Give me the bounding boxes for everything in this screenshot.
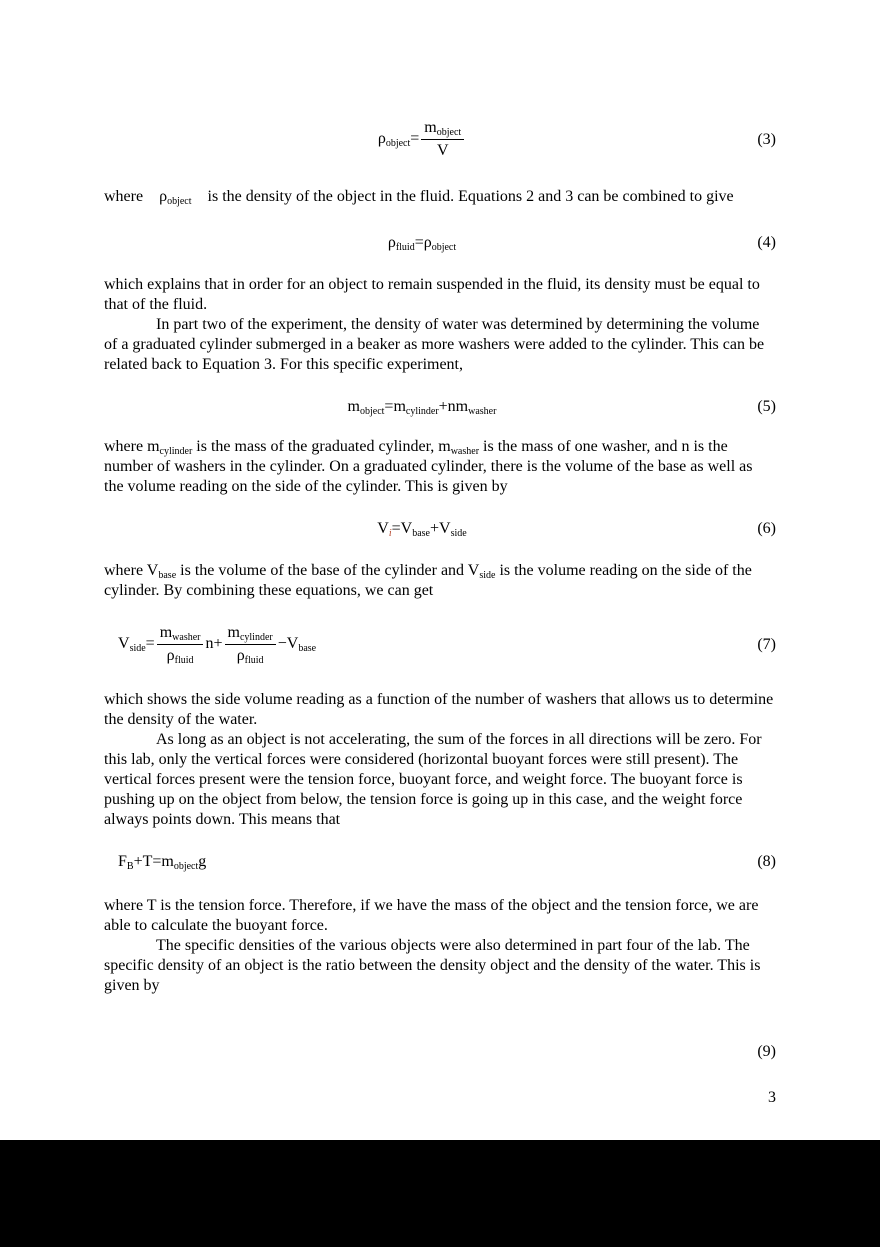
paragraph-side-volume: which shows the side volume reading as a function of the number of washers that allows us to determine the density of the water. [104, 691, 774, 728]
equation-row-6 [104, 519, 776, 539]
equation-row-9 [104, 1042, 776, 1062]
equation-3: $\rho_{object}=$ $\frac{m_{object}}{V}$ [104, 118, 740, 161]
equation-4: $\rho_{fluid}=\rho_{object}$ [387, 234, 457, 253]
paragraph-block-c [104, 437, 776, 497]
paragraph-part-two: In part two of the experiment, the density of water was determined by determining the volume of a graduated cylinder submerged in a beaker as more washers were added to the cylinder. This can be related back to Equation 3. For this specific experiment, [104, 316, 765, 373]
paragraph-forces: As long as an object is not accelerating, the sum of the forces in all directions will be zero. For this lab, only the vertical forces were considered (horizontal buoyant forces were still present). The vertical forces present were the tension force, buoyant force, and weight force. The buoyant force is pushing up on the object from below, the tension force is going up in this case, and the weight force always points down. This means that [104, 731, 762, 828]
paragraph-tension: where T is the tension force. Therefore, if we have the mass of the object and the tension force, we are able to calculate the buoyant force. [104, 897, 759, 934]
paragraph-block-e [104, 690, 776, 830]
equation-row-5 [104, 397, 776, 417]
paragraph-which-explains: which explains that in order for an object to remain suspended in the fluid, its density must be equal to that of the fluid. [104, 276, 760, 313]
equation-row-3 [104, 118, 776, 161]
paragraph-where-volume: where $V_{base}$ is the volume of the base of the cylinder and $V_{side}$ is the volume reading on the side of the cylinder. By combining these equations, we can get [104, 562, 752, 599]
equation-number-6: (6) [757, 520, 776, 537]
equation-8: $F_B+T=m_{object}g$ [118, 853, 207, 872]
equation-row-8 [104, 852, 776, 872]
paragraph-specific-density: The specific densities of the various objects were also determined in part four of the lab. The specific density of an object is the ratio between the density object and the density of the water. This is given by [104, 937, 761, 994]
equation-5: $m_{object}=m_{cylinder}+nm_{washer}$ [347, 398, 497, 417]
paragraph-where-mass: where $m_{cylinder}$ is the mass of the graduated cylinder, $m_{washer}$ is the mass of one washer, and n is the number of washers in the cylinder. On a graduated cylinder, there is the volume of the base as well as the volume reading on the side of the cylinder. This is given by [104, 438, 753, 495]
paragraph-where-density: where $\rho_{object}$ is the density of the object in the fluid. Equations 2 and 3 can be combined to give [104, 188, 734, 207]
equation-number-3: (3) [757, 130, 776, 148]
equation-number-7: (7) [757, 635, 776, 653]
equation-number-4: (4) [757, 234, 776, 251]
equation-6: $V_i=V_{base}+V_{side}$ [377, 520, 467, 539]
paragraph-block-b [104, 275, 776, 375]
equation-number-8: (8) [757, 853, 776, 870]
equation-7: $V_{side}=$ $\frac{m_{washer}}{\rho_{fluid}}$ n+ $\frac{m_{cylinder}}{\rho_{fluid}}$ $-V_{base}$ [118, 624, 317, 666]
equation-number-9: (9) [757, 1043, 776, 1060]
equation-row-4 [104, 233, 776, 253]
paragraph-block-f [104, 896, 776, 996]
paragraph-block-d [104, 561, 776, 601]
page-number: 3 [768, 1089, 776, 1106]
equation-row-7 [104, 623, 776, 666]
paragraph-block-a [104, 187, 776, 207]
equation-number-5: (5) [757, 398, 776, 415]
